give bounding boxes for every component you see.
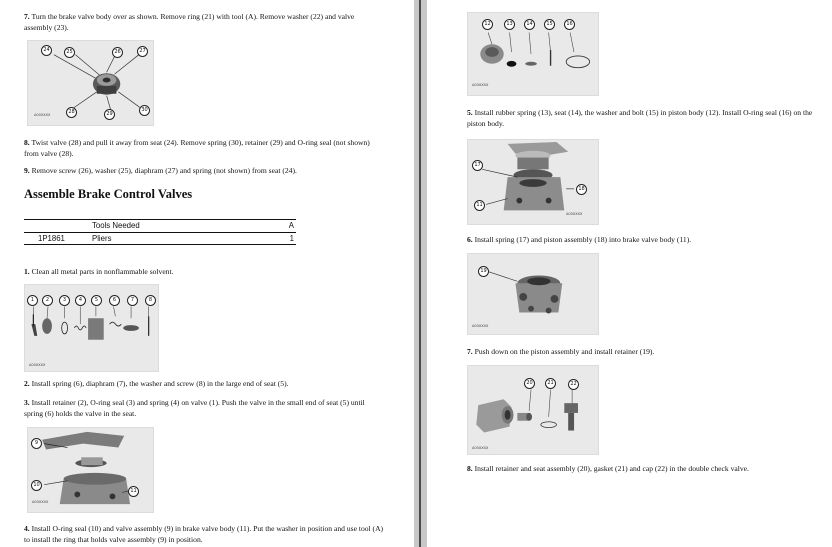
step-4-install-o-ring bbox=[24, 524, 384, 545]
step-1-clean bbox=[24, 267, 384, 278]
callout: 19 bbox=[478, 266, 489, 277]
callout: 26 bbox=[112, 47, 123, 58]
callout: 3 bbox=[59, 295, 70, 306]
step-number: 4. bbox=[24, 524, 30, 533]
quantity-cell: 1 bbox=[270, 232, 296, 244]
step-8-install-retainer-seat bbox=[467, 464, 819, 475]
callout: 9 bbox=[31, 438, 42, 449]
callout: 28 bbox=[66, 107, 77, 118]
step-number: 1. bbox=[24, 267, 30, 276]
step-text: Install rubber spring (13), seat (14), the washer and bolt (15) in piston body (12). Install O-ring seal (16) on the piston body. bbox=[467, 108, 813, 128]
step-number: 8. bbox=[467, 464, 473, 473]
step-8-twist-valve bbox=[24, 138, 384, 159]
callout: 2 bbox=[42, 295, 53, 306]
step-6-install-spring-piston bbox=[467, 235, 819, 246]
figure-install-retainer bbox=[467, 253, 599, 335]
callout: 12 bbox=[482, 19, 493, 30]
figure-id: A00XXXX bbox=[472, 446, 489, 450]
step-9-remove-screw bbox=[24, 166, 384, 177]
callout: 17 bbox=[472, 160, 483, 171]
figure-id: A00XXXX bbox=[29, 363, 46, 367]
figure-id: A00XXXX bbox=[472, 324, 489, 328]
step-text: Push down on the piston assembly and install retainer (19). bbox=[474, 347, 655, 356]
header-cell: A bbox=[270, 220, 296, 232]
step-text: Install retainer (2), O-ring seal (3) and spring (4) on valve (1). Push the valve in the small end of seat (5) until spring (6) holds the valve in the seat. bbox=[24, 398, 365, 418]
callout: 14 bbox=[524, 19, 535, 30]
callout: 15 bbox=[544, 19, 555, 30]
callout: 10 bbox=[31, 480, 42, 491]
step-number: 2. bbox=[24, 379, 30, 388]
step-text: Twist valve (28) and pull it away from seat (24). Remove spring (30), retainer (29) and O-ring seal (not shown) from valve (28). bbox=[24, 138, 370, 158]
step-7-remove-ring bbox=[24, 12, 384, 33]
tools-needed-table bbox=[24, 220, 296, 245]
retainer-install-illustration bbox=[468, 254, 598, 334]
divider-line bbox=[419, 0, 421, 547]
table-row bbox=[24, 232, 296, 244]
callout: 24 bbox=[41, 45, 52, 56]
callout: 29 bbox=[104, 109, 115, 120]
step-text: Install spring (17) and piston assembly (18) into brake valve body (11). bbox=[474, 235, 692, 244]
callout: 11 bbox=[128, 486, 139, 497]
step-number: 5. bbox=[467, 108, 473, 117]
step-text: Remove screw (26), washer (25), diaphram (27) and spring (not shown) from seat (24). bbox=[31, 166, 297, 175]
callout: 22 bbox=[568, 379, 579, 390]
callout: 16 bbox=[564, 19, 575, 30]
step-text: Clean all metal parts in nonflammable solvent. bbox=[31, 267, 174, 276]
figure-valve-parts-24-30 bbox=[27, 40, 154, 126]
figure-valve-parts-1-8 bbox=[24, 284, 159, 372]
section-title: Assemble Brake Control Valves bbox=[24, 187, 193, 201]
callout: 21 bbox=[545, 378, 556, 389]
step-text: Install retainer and seat assembly (20), gasket (21) and cap (22) in the double check valve. bbox=[474, 464, 749, 473]
tools-table-header bbox=[24, 220, 296, 232]
callout: 25 bbox=[64, 47, 75, 58]
step-number: 6. bbox=[467, 235, 473, 244]
figure-install-valve-assembly bbox=[27, 427, 154, 513]
step-text: Install spring (6), diaphram (7), the washer and screw (8) in the large end of seat (5). bbox=[31, 379, 289, 388]
step-7-push-piston bbox=[467, 347, 819, 358]
callout: 20 bbox=[524, 378, 535, 389]
callout: 27 bbox=[137, 46, 148, 57]
step-3-install-retainer bbox=[24, 398, 384, 419]
step-text: Turn the brake valve body over as shown. Remove ring (21) with tool (A). Remove washer (22) and valve assembly (23). bbox=[24, 12, 355, 32]
callout: 4 bbox=[75, 295, 86, 306]
figure-double-check-valve-parts bbox=[467, 365, 599, 455]
callout: 11 bbox=[474, 200, 485, 211]
figure-install-piston-assembly bbox=[467, 139, 599, 225]
tool-name-cell: Pliers bbox=[90, 232, 270, 244]
right-page bbox=[427, 0, 832, 547]
step-text: Install O-ring seal (10) and valve assembly (9) in brake valve body (11). Put the washer in position and use tool (A) to install the ring that holds valve assembly (9) in position. bbox=[24, 524, 384, 544]
step-number: 8. bbox=[24, 138, 30, 147]
callout: 30 bbox=[139, 105, 150, 116]
callout: 6 bbox=[109, 295, 120, 306]
step-number: 9. bbox=[24, 166, 30, 175]
figure-id: A00XXXX bbox=[472, 83, 489, 87]
figure-id: A00XXXX bbox=[34, 113, 51, 117]
step-number: 3. bbox=[24, 398, 30, 407]
figure-id: A00XXXX bbox=[566, 212, 583, 216]
page-divider bbox=[414, 0, 427, 547]
step-5-install-rubber-spring bbox=[467, 108, 819, 129]
figure-piston-body-parts bbox=[467, 12, 599, 96]
step-number: 7. bbox=[467, 347, 473, 356]
callout: 8 bbox=[145, 295, 156, 306]
left-page bbox=[0, 0, 414, 547]
step-2-install-spring bbox=[24, 379, 384, 390]
callout: 13 bbox=[504, 19, 515, 30]
part-number-cell: 1P1861 bbox=[24, 232, 90, 244]
step-number: 7. bbox=[24, 12, 30, 21]
figure-id: A00XXXX bbox=[32, 500, 49, 504]
callout: 1 bbox=[27, 295, 38, 306]
callout: 18 bbox=[576, 184, 587, 195]
callout: 5 bbox=[91, 295, 102, 306]
header-cell: Tools Needed bbox=[90, 220, 270, 232]
callout: 7 bbox=[127, 295, 138, 306]
header-cell bbox=[24, 220, 90, 232]
